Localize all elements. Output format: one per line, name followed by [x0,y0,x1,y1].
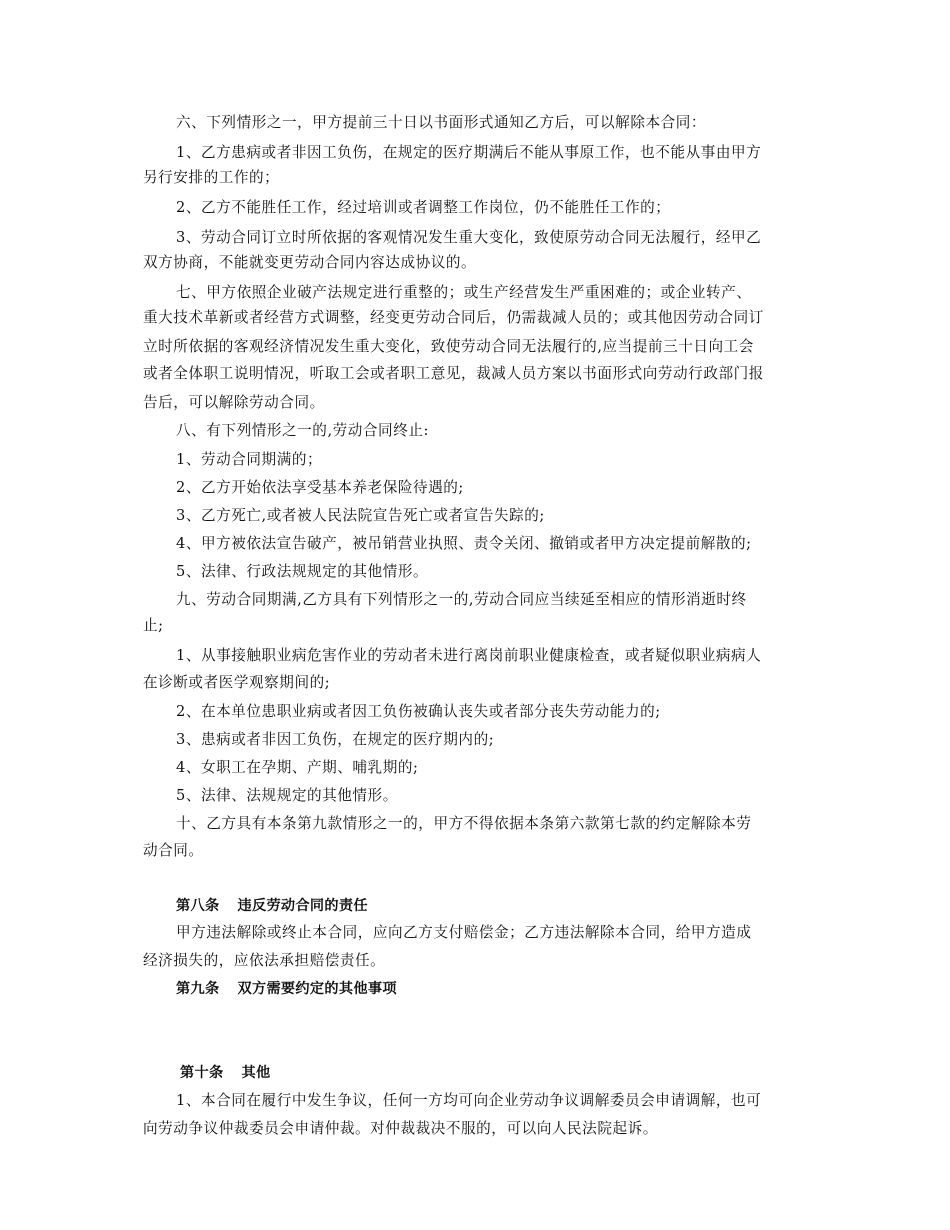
article-9-heading [176,979,816,999]
clause-9-item-1-line-1: 1、从事接触职业病危害作业的劳动者未进行离岗前职业健康检查，或者疑似职业病病人 [176,647,762,664]
clause-9-heading-line-1: 九、劳动合同期满,乙方具有下列情形之一的,劳动合同应当续延至相应的情形消逝时终 [176,591,747,608]
article-8-title: 违反劳动合同的责任 [237,898,368,914]
article-9-number: 第九条 [176,981,220,997]
clause-8-item-3: 3、乙方死亡,或者被人民法院宣告死亡或者宣告失踪的; [176,507,545,524]
article-10-line-2: 向劳动争议仲裁委员会申请仲裁。对仲裁裁决不服的，可以向人民法院起诉。 [143,1120,658,1137]
clause-9-item-1-line-2: 在诊断或者医学观察期间的; [143,674,331,691]
clause-7-line-4: 或者全体职工说明情况，听取工会或者职工意见，裁减人员方案以书面形式向劳动行政部门报 [143,365,764,382]
clause-6-item-3-line-2: 双方协商，不能就变更劳动合同内容达成协议的。 [143,254,477,271]
article-8-line-1: 甲方违法解除或终止本合同，应向乙方支付赔偿金；乙方违法解除本合同，给甲方造成 [176,924,752,941]
clause-8-item-1: 1、劳动合同期满的； [176,451,323,468]
article-10-heading [180,1063,852,1083]
clause-10-line-1: 十、乙方具有本条第九款情形之一的，甲方不得依据本条第六款第七款的约定解除本劳 [176,815,752,832]
clause-6-item-1-line-1: 1、乙方患病或者非因工负伤，在规定的医疗期满后不能从事原工作，也不能从事由甲方 [176,144,762,161]
clause-6-item-1-line-2: 另行安排的工作的； [143,169,280,186]
article-10-number: 第十条 [180,1065,224,1081]
clause-6-item-2: 2、乙方不能胜任工作，经过培训或者调整工作岗位，仍不能胜任工作的； [176,199,671,216]
clause-7-line-3: 立时所依据的客观经济情况发生重大变化，致使劳动合同无法履行的,应当提前三十日向工会 [143,338,754,355]
article-8-heading [176,896,816,916]
article-8-number: 第八条 [176,898,220,914]
clause-8-heading: 八、有下列情形之一的,劳动合同终止: [176,422,429,439]
clause-9-item-2: 2、在本单位患职业病或者因工负伤被确认丧失或者部分丧失劳动能力的; [176,703,661,720]
article-10-title: 其他 [241,1065,271,1081]
clause-6-item-3-line-1: 3、劳动合同订立时所依据的客观情况发生重大变化，致使原劳动合同无法履行，经甲乙 [176,229,762,246]
clause-9-item-5: 5、法律、法规规定的其他情形。 [176,787,398,804]
clause-8-item-5: 5、法律、行政法规规定的其他情形。 [176,563,429,580]
clause-6-heading: 六、下列情形之一，甲方提前三十日以书面形式通知乙方后，可以解除本合同： [176,114,707,131]
clause-7-line-1: 七、甲方依照企业破产法规定进行重整的；或生产经营发生严重困难的；或企业转产、 [176,284,752,301]
article-10-line-1: 1、本合同在履行中发生争议，任何一方均可向企业劳动争议调解委员会申请调解，也可 [176,1092,762,1109]
clause-9-heading-line-2: 止; [143,617,164,634]
clause-10-line-2: 动合同。 [143,842,204,859]
clause-7-line-2: 重大技术革新或者经营方式调整，经变更劳动合同后，仍需裁减人员的；或其他因劳动合同订 [143,309,764,326]
clause-8-item-2: 2、乙方开始依法享受基本养老保险待遇的; [176,479,464,496]
clause-7-line-5: 告后，可以解除劳动合同。 [143,394,325,411]
clause-8-item-4: 4、甲方被依法宣告破产，被吊销营业执照、责令关闭、撤销或者甲方决定提前解散的; [176,535,752,552]
article-9-title: 双方需要约定的其他事项 [237,981,397,997]
clause-9-item-4: 4、女职工在孕期、产期、哺乳期的; [176,759,419,776]
article-8-line-2: 经济损失的，应依法承担赔偿责任。 [143,952,386,969]
clause-9-item-3: 3、患病或者非因工负伤，在规定的医疗期内的; [176,731,495,748]
